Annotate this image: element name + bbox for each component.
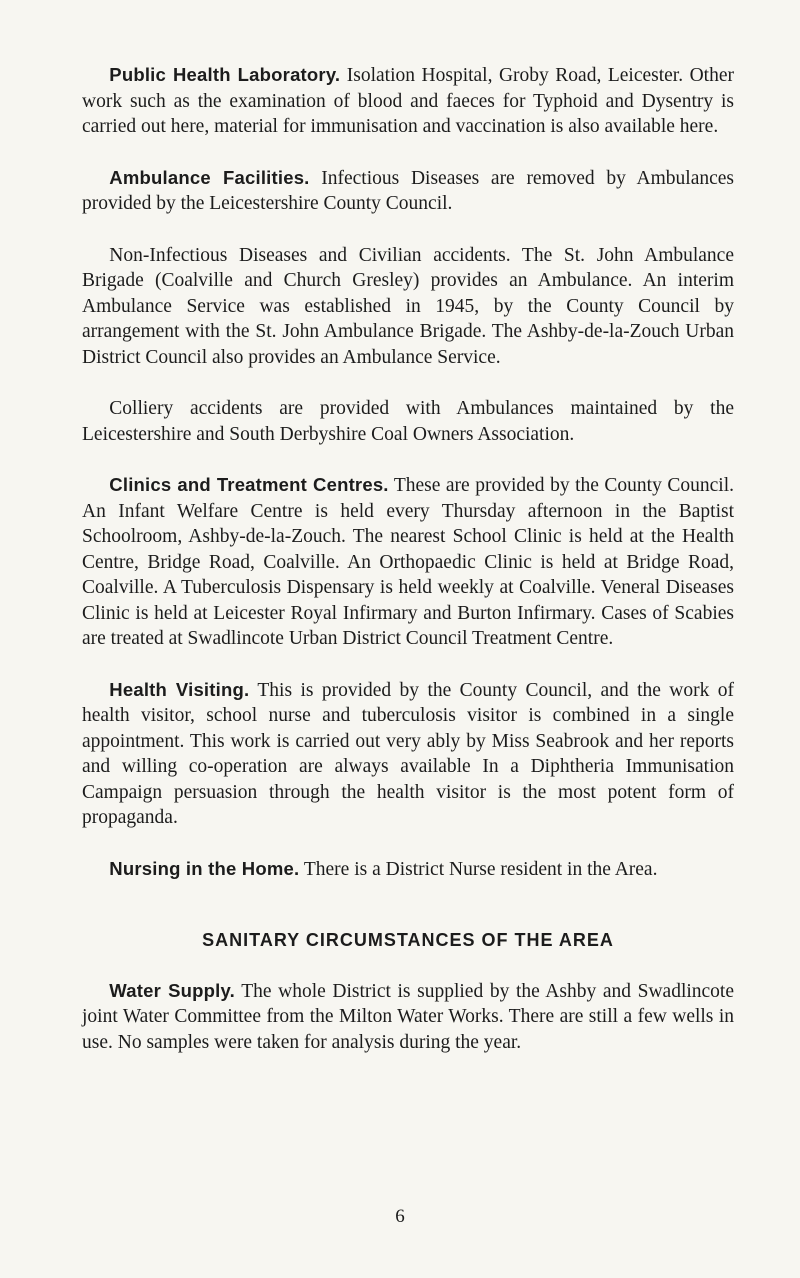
paragraph-text: Isolation Hospital, Groby Road, Leicester. Other work such as the examination of blood and faeces for Typhoid and Dysentry is carried out here, material for immunisation and vaccination is also available here. [82, 65, 734, 137]
paragraph-clinics-and-treatment-centres [82, 472, 734, 652]
paragraph-ambulance-facilities [82, 165, 734, 217]
paragraph-public-health-laboratory [82, 62, 734, 140]
paragraph-health-visiting [82, 677, 734, 831]
paragraph-text: Colliery accidents are provided with Ambulances maintained by the Leicestershire and South Derbyshire Coal Owners Association. [82, 398, 734, 445]
paragraph-text: This is provided by the County Council, and the work of health visitor, school nurse and tuberculosis visitor is combined in a single appointment. This work is carried out very ably by Miss Seabrook and her reports and willing co-operation are always available In a Diphtheria Immunisation Campaign persuasion through the health visitor is the most potent form of propaganda. [82, 679, 735, 828]
paragraph-text: Infectious Diseases are removed by Ambulances provided by the Leicestershire County Council. [82, 167, 735, 214]
section-title: SANITARY CIRCUMSTANCES OF THE AREA [202, 930, 614, 950]
paragraph-heading: Clinics and Treatment Centres. [109, 474, 389, 495]
document-page [82, 62, 734, 1080]
paragraph-text: There is a District Nurse resident in the Area. [299, 858, 658, 880]
paragraph-heading: Health Visiting. [109, 678, 250, 700]
paragraph-non-infectious-diseases [82, 242, 734, 371]
paragraph-heading: Nursing in the Home. [109, 857, 300, 879]
paragraph-heading: Ambulance Facilities. [109, 166, 310, 188]
page-number: 6 [395, 1206, 405, 1227]
paragraph-text: Non-Infectious Diseases and Civilian accidents. The St. John Ambulance Brigade (Coalville and Church Gresley) provides an Ambulance. An interim Ambulance Service was established in 1945, by the County Council by arrangement with the St. John Ambulance Brigade. The Ashby-de-la-Zouch Urban District Council also provides an Ambulance Service. [82, 244, 734, 368]
paragraph-water-supply [82, 978, 734, 1056]
paragraph-heading: Public Health Laboratory. [109, 64, 341, 85]
paragraph-colliery-accidents [82, 395, 734, 447]
paragraph-nursing-in-the-home [82, 856, 734, 883]
paragraph-heading: Water Supply. [109, 979, 235, 1001]
paragraph-text: The whole District is supplied by the Ashby and Swadlincote joint Water Committee from the Milton Water Works. There are still a few wells in use. No samples were taken for analysis during the year. [82, 980, 735, 1053]
paragraph-text: These are provided by the County Council. An Infant Welfare Centre is held every Thursday afternoon in the Baptist Schoolroom, Ashby-de-la-Zouch. The nearest School Clinic is held at the Health Centre, Bridge Road, Coalville. An Orthopaedic Clinic is held at Bridge Road, Coalville. A Tuberculosis Dispensary is held weekly at Coalville. Veneral Diseases Clinic is held at Leicester Royal Infirmary and Burton Infirmary. Cases of Scabies are treated at Swadlincote Urban District Council Treatment Centre. [82, 475, 734, 649]
